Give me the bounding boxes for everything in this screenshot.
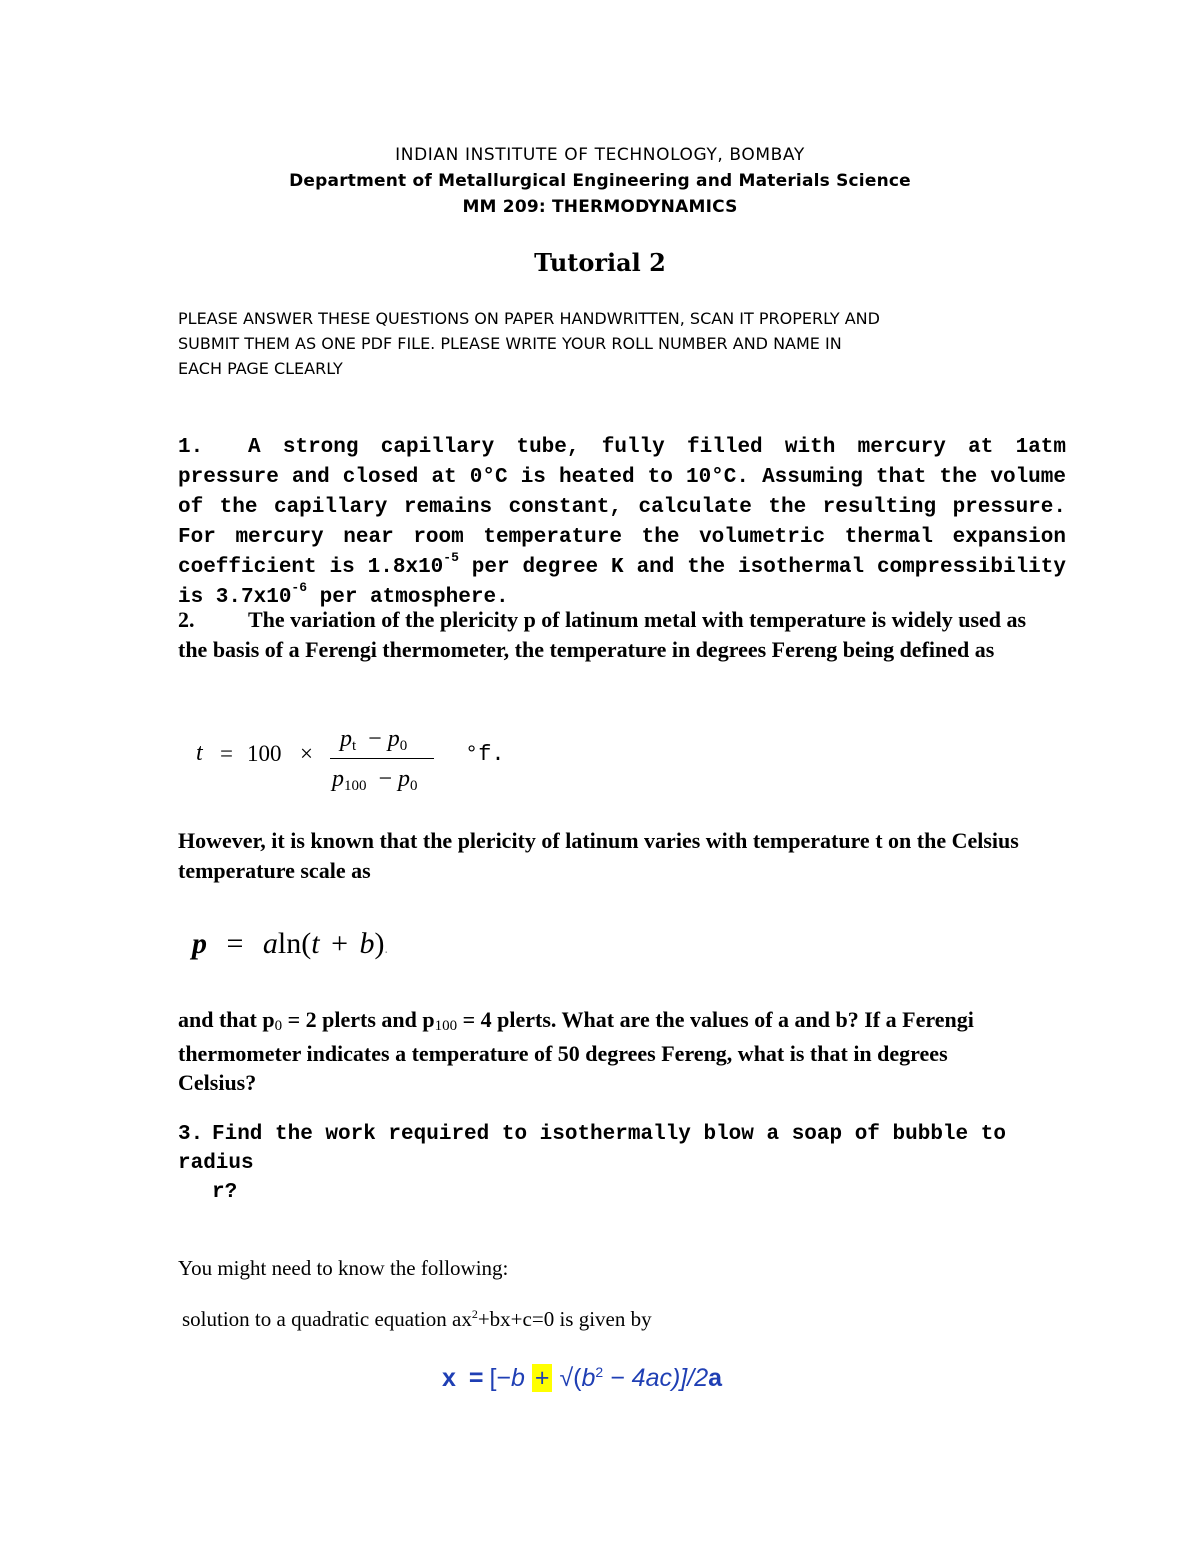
p0-subscript: 0 <box>274 1018 283 1034</box>
text3-c: = 4 plerts. What are the values of a and b? If a Ferengi thermometer indicates a temperature of 50 degrees Fereng, what is that in degrees Celsius? <box>178 1007 974 1095</box>
eq2-t: t <box>311 927 320 960</box>
eq1-den-p: p <box>332 766 344 792</box>
question-2-text-2: However, it is known that the plericity of latinum varies with temperature t on the Celsius temperature scale as <box>178 828 1019 883</box>
quad-superscript: 2 <box>471 1307 478 1321</box>
question-2 <box>178 605 1028 664</box>
equation-fereng-lhs <box>196 740 203 767</box>
qf-x: x <box>442 1364 456 1392</box>
eq2-equals: = <box>226 927 244 960</box>
text3-a: and that p <box>178 1007 275 1032</box>
quad-a: solution to a quadratic equation ax <box>182 1307 472 1331</box>
question-3-number: 3. <box>178 1123 204 1146</box>
eq1-num-p0: p <box>387 726 400 752</box>
eq1-num-minus: − <box>368 726 382 752</box>
qf-b2: b <box>581 1364 596 1392</box>
qf-plusminus: + <box>532 1364 553 1392</box>
eq1-times: × <box>300 741 313 766</box>
quadratic-formula <box>442 1364 722 1393</box>
instruction-line-1: PLEASE ANSWER THESE QUESTIONS ON PAPER HANDWRITTEN, SCAN IT PROPERLY AND <box>178 309 880 328</box>
question-3-line-1: Find the work required to isothermally blow a soap of bubble to radius <box>178 1123 1006 1175</box>
eq2-ln: ln( <box>277 927 312 960</box>
course-title: MM 209: THERMODYNAMICS <box>462 197 738 217</box>
question-3 <box>178 1120 1028 1207</box>
eq1-equals: = <box>220 741 233 766</box>
question-1-text-c: per atmosphere. <box>307 586 509 609</box>
exponent-2: -6 <box>291 580 308 595</box>
qf-eq: = <box>468 1364 484 1392</box>
eq2-a: a <box>262 927 278 960</box>
eq2-lhs: p <box>192 927 207 960</box>
question-1-text-a: A strong capillary tube, fully filled with mercury at 1atm pressure and closed at 0°C is heated to 10°C. Assuming that the volume of the capillary remains constant, calculate the resulting pressure. For mercury near room temperature the volumetric thermal expansion coefficient is 1.8x10 <box>178 436 1066 579</box>
question-2-text-3 <box>178 1005 1028 1098</box>
eq1-denominator <box>332 766 418 793</box>
qf-rest: − 4ac)]/2 <box>603 1364 709 1392</box>
eq1-den-minus: − <box>378 766 393 792</box>
question-2-text: The variation of the plericity p of latinum metal with temperature is widely used as the basis of a Ferengi thermometer, the temperature in degrees Fereng being defined as <box>178 607 1027 662</box>
eq2-b: b <box>359 927 375 960</box>
instruction-line-2: SUBMIT THEM AS ONE PDF FILE. PLEASE WRITE YOUR ROLL NUMBER AND NAME IN <box>178 334 842 353</box>
qf-sq: 2 <box>595 1364 604 1380</box>
notes-intro: You might need to know the following: <box>178 1256 509 1280</box>
quad-b: +bx+c=0 is given by <box>477 1307 652 1331</box>
qf-a: a <box>708 1364 723 1392</box>
exponent-1: -5 <box>443 550 459 565</box>
instruction-line-3: EACH PAGE CLEARLY <box>178 359 343 378</box>
question-1-number: 1. <box>178 436 204 459</box>
quadratic-note <box>182 1307 652 1332</box>
eq2-tail: . <box>384 942 389 957</box>
fraction-bar <box>330 758 434 759</box>
institute-name: INDIAN INSTITUTE OF TECHNOLOGY, BOMBAY <box>395 145 805 165</box>
eq1-lhs: t <box>196 740 203 766</box>
eq1-den-p0: p <box>398 766 411 792</box>
eq2-close: ) <box>374 927 385 960</box>
qf-open: [− <box>489 1364 512 1392</box>
eq1-num-p: p <box>340 726 352 752</box>
eq1-num-sub-0: 0 <box>399 738 408 754</box>
question-3-line-2: r? <box>212 1181 238 1204</box>
eq1-unit: °f. <box>465 742 505 767</box>
eq2-plus: + <box>331 927 349 960</box>
eq1-den-sub-0: 0 <box>410 778 418 794</box>
question-1-text-b: per degree K and the isothermal compressibility is 3.7x10 <box>178 556 1066 609</box>
p100-subscript: 100 <box>434 1018 458 1034</box>
qf-b: b <box>511 1364 525 1392</box>
qf-root: √( <box>559 1364 582 1392</box>
eq1-numerator <box>340 726 407 753</box>
question-2-number: 2. <box>178 607 195 632</box>
department-name: Department of Metallurgical Engineering and Materials Science <box>289 171 911 191</box>
eq1-coef: 100 <box>247 741 282 766</box>
eq1-num-sub-t: t <box>352 738 357 754</box>
equation-plericity <box>192 927 388 961</box>
instructions <box>178 306 1038 381</box>
eq1-den-sub-100: 100 <box>344 778 367 794</box>
page-title: Tutorial 2 <box>534 248 666 277</box>
text3-b: = 2 plerts and p <box>282 1007 435 1032</box>
question-1 <box>178 433 1066 613</box>
